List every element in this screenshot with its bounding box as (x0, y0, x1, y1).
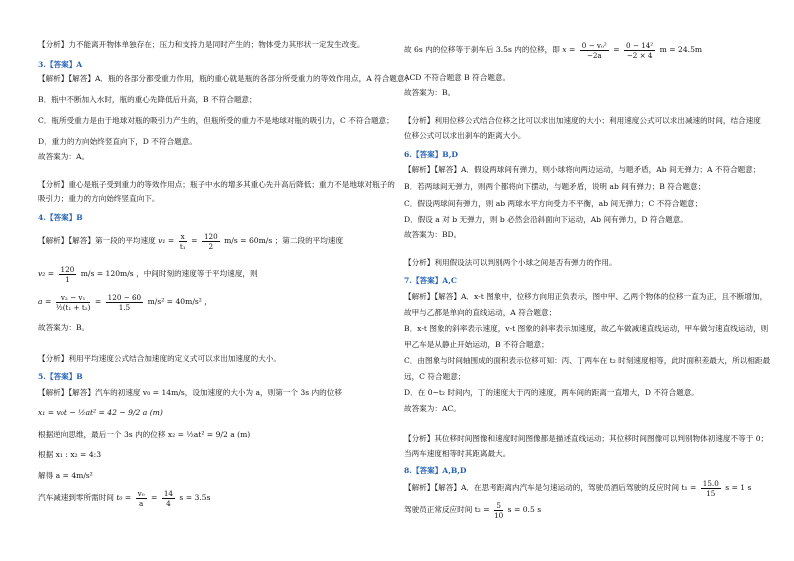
q3-answer (38, 60, 82, 70)
t1-num: 15.0 (702, 478, 719, 488)
a-fraction-2 (106, 293, 143, 312)
q4-number: 4. (38, 213, 46, 222)
t0-symbol: t₀ = (116, 493, 132, 502)
q6-answer-tag: 【答案】B,D (411, 150, 458, 159)
q3-solution-a: 【解析】【解答】A．瓶的各部分都受重力作用，瓶的重心就是瓶的各部分所受重力的等效作用点，A 符合题意； (38, 74, 413, 83)
q3-number: 3. (38, 60, 46, 69)
q6-solution-b: B．若两球间无弹力，则两个都将向下摆动，与题矛盾，说明 ab 间有弹力；B 符合题意； (404, 182, 706, 191)
q7-solution-4: 甲乙车是从静止开始运动，B 不符合题意； (404, 340, 549, 349)
v2-den: 1 (65, 274, 70, 284)
t0-result: s = 3.5s (179, 493, 211, 502)
q8-text-1: 【解析】【解答】A．在思考距离内汽车是匀速运动的，驾驶员酒后驾驶的反应时间 t₁ = (404, 483, 697, 492)
x-den: −2a (586, 50, 602, 60)
q7-answer (404, 276, 457, 286)
q7-solution-2: 故甲与乙都是单向的直线运动，A 符合题意； (404, 308, 557, 317)
q5-solution-3: 根据 x₁ : x₂ = 4:3 (38, 450, 102, 459)
q6-solution-c: C．假设两球间有弹力，则 ab 两球水平方向受力不平衡，ab 间无弹力；C 不符合题意； (404, 199, 703, 208)
r-text-1: 故 6s 内的位移等于刹车后 3.5s 内的位移，即 (404, 45, 560, 54)
r-line-1 (404, 40, 702, 60)
q5-solution-2: 根据逆向思维，最后一个 3s 内的位移 x₂ = ½at² = 9/2 a (m) (38, 430, 251, 439)
r-line-3: 故答案为：B。 (404, 88, 456, 97)
q4-text-1: 【解析】【解答】第一段的平均速度 (38, 236, 156, 245)
q4-analysis: 【分析】利用平均速度公式结合加速度的定义式可以求出加速度的大小。 (38, 354, 281, 363)
q6-answer (404, 150, 458, 160)
x-den-2: −2 × 4 (626, 50, 653, 60)
v1-result: = 60m/s (240, 236, 273, 245)
a-symbol: a = (38, 297, 52, 306)
q8-answer-tag: 【答案】A,B,D (411, 466, 467, 475)
q4-acceleration (38, 292, 212, 312)
v1-symbol: v₁ = (158, 236, 175, 245)
q5-answer-tag: 【答案】B (45, 372, 83, 381)
q6-conclusion: 故答案为：BD。 (404, 230, 462, 239)
q8-solution-2 (404, 500, 541, 520)
q3-solution-c: C．瓶所受重力是由于地球对瓶的吸引力产生的，但瓶所受的重力不是地球对瓶的吸引力，C 不符合题意； (38, 116, 394, 125)
q5-solution-1: 【解析】【解答】汽车的初速度 v₀ = 14m/s，设加速度的大小为 a，则第一个 3s 内的位移 (38, 388, 342, 397)
q7-solution-3: B．x-t 图象的斜率表示速度，v-t 图象的斜率表示加速度，故乙车做减速直线运动，甲车做匀速直线运动，则 (404, 324, 769, 333)
a-den: ½(t₁ + t₂) (55, 302, 91, 312)
q4-text-3: ，中间时刻的速度等于平均速度，则 (136, 269, 258, 278)
q5-number: 5. (38, 372, 46, 381)
r-line-2: ACD 不符合题意 B 符合题意。 (404, 73, 511, 82)
q8-answer (404, 466, 467, 476)
t2-fraction (494, 501, 503, 520)
t1-den: 15 (706, 488, 716, 498)
q5-solution-5 (38, 488, 210, 508)
q3-analysis-1: 【分析】重心是瓶子受到重力的等效作用点；瓶子中水的增多其重心先升高后降低；重力不是地球对瓶子的 (38, 180, 395, 189)
x-num: 0 − v₀² (581, 40, 607, 50)
q3-solution-b: B．瓶中不断加入水时，瓶的重心先降低后升高，B 不符合题意； (38, 95, 257, 104)
x-fraction-2 (624, 41, 655, 60)
a-comma: ， (204, 297, 212, 306)
t2-result: s = 0.5 s (507, 505, 542, 514)
q4-conclusion: 故答案为：B。 (38, 323, 90, 332)
a-fraction (56, 293, 91, 312)
q4-text-2: ；第二段的平均速度 (274, 236, 344, 245)
a-den-2: 1.5 (118, 302, 131, 312)
x-equals: = (613, 45, 620, 54)
a-num-2: 120 − 60 (107, 292, 142, 302)
q7-solution-5: C．由图象与时间轴围成的面积表示位移可知：丙、丁两车在 t₂ 时刻速度相等，此时面积差最大，所以相距最 (404, 356, 771, 365)
v1-fraction-2 (202, 232, 220, 251)
q7-solution-1: 【解析】【解答】A．x-t 图象中，位移方向用正负表示，图中甲、乙两个物体的位移一直为正，且不断增加， (404, 292, 768, 301)
v1-fraction (179, 232, 187, 251)
q3-answer-tag: 【答案】A (45, 60, 83, 69)
t1-fraction (701, 479, 721, 498)
q3-analysis-2: 吸引力；重力的方向始终竖直向下。 (38, 194, 160, 203)
q5-analysis-1: 【分析】利用位移公式结合位移之比可以求出加速度的大小；利用速度公式可以求出减速的时间，结合速度 (404, 116, 761, 125)
q5-text-5: 汽车减速到零所需时间 (38, 493, 114, 502)
t0-num-2: 14 (163, 488, 173, 498)
v2-num: 120 (60, 264, 75, 274)
x-num-2: 0 − 14² (625, 40, 654, 50)
q6-solution-d: D．假设 a 对 b 无弹力，则 b 必然会沿斜面向下运动，Ab 间有弹力，D 符合题意。 (404, 215, 688, 224)
v1-num-2: 120 (203, 231, 218, 241)
v1-den-2: 2 (208, 241, 214, 251)
q5-solution-4: 解得 a = 4m/s² (38, 471, 93, 480)
a-result: m/s² = 40m/s² (147, 297, 202, 306)
q6-number: 6. (404, 150, 412, 159)
q4-answer (38, 213, 83, 223)
q7-solution-6: 远，C 符合题意； (404, 372, 466, 381)
v2-fraction (59, 265, 77, 284)
q3-conclusion: 故答案为：A。 (38, 152, 90, 161)
q8-solution-1 (404, 478, 751, 498)
t2-den: 10 (494, 510, 504, 520)
t0-equals: = (151, 493, 158, 502)
analysis-q2: 【分析】力不能离开物体单独存在；压力和支持力是同时产生的；物体受力其形状一定发生改变。 (38, 40, 365, 49)
q5-eq-x1: x₁ = v₀t − ½at² = 42 − 9/2 a (m) (38, 408, 163, 417)
q8-text-2: 驾驶员正常反应时间 t₂ = (404, 505, 490, 514)
t0-fraction (136, 489, 147, 508)
t0-fraction-2 (162, 489, 175, 508)
t2-num: 5 (494, 501, 503, 511)
x-result: m = 24.5m (659, 45, 703, 54)
q7-answer-tag: 【答案】A,C (411, 276, 457, 285)
q5-analysis-2: 位移公式可以求出刹车的距离大小。 (404, 131, 526, 140)
q4-answer-tag: 【答案】B (45, 213, 83, 222)
t0-num: v₀ (137, 488, 145, 498)
q7-analysis-2: 当两车速度相等时其距离最大。 (404, 449, 511, 458)
a-num: v₂ − v₁ (56, 293, 91, 303)
t0-den: a (138, 498, 144, 508)
x-symbol: x = (562, 45, 576, 54)
q4-solution-2 (38, 264, 258, 284)
x-fraction (580, 41, 609, 60)
v2-symbol: v₂ = (38, 269, 55, 278)
q8-number: 8. (404, 466, 412, 475)
v2-unit: m/s (80, 269, 95, 278)
t0-den-2: 4 (166, 498, 171, 508)
q4-solution-1 (38, 231, 343, 251)
v2-result: = 120m/s (96, 269, 134, 278)
q5-answer (38, 372, 83, 382)
v1-den: t₁ (179, 241, 186, 251)
a-equals: = (94, 297, 102, 306)
v1-unit: m/s (224, 236, 238, 245)
v1-num: x (180, 231, 185, 241)
q6-analysis: 【分析】利用假设法可以判别两个小球之间是否有弹力的作用。 (404, 258, 617, 267)
q7-conclusion: 故答案为：AC。 (404, 404, 461, 413)
q7-solution-7: D．在 0~t₂ 时间内，丁的速度大于丙的速度，两车间的距离一直增大，D 不符合题意。 (404, 388, 699, 397)
t1-result: s = 1 s (725, 483, 752, 492)
q6-solution-a: 【解析】【解答】A．假设两球间有弹力，则小球将向两边运动，与题矛盾，Ab 间无弹力；A 不符合题意； (404, 165, 761, 174)
v1-equals: = (191, 236, 198, 245)
q7-number: 7. (404, 276, 412, 285)
q7-analysis-1: 【分析】其位移时间图像和速度时间图像都是描述直线运动；其位移时间图像可以判别物体初速度不等于 0； (404, 434, 769, 443)
q3-solution-d: D．重力的方向始终竖直向下，D 不符合题意。 (38, 137, 197, 146)
